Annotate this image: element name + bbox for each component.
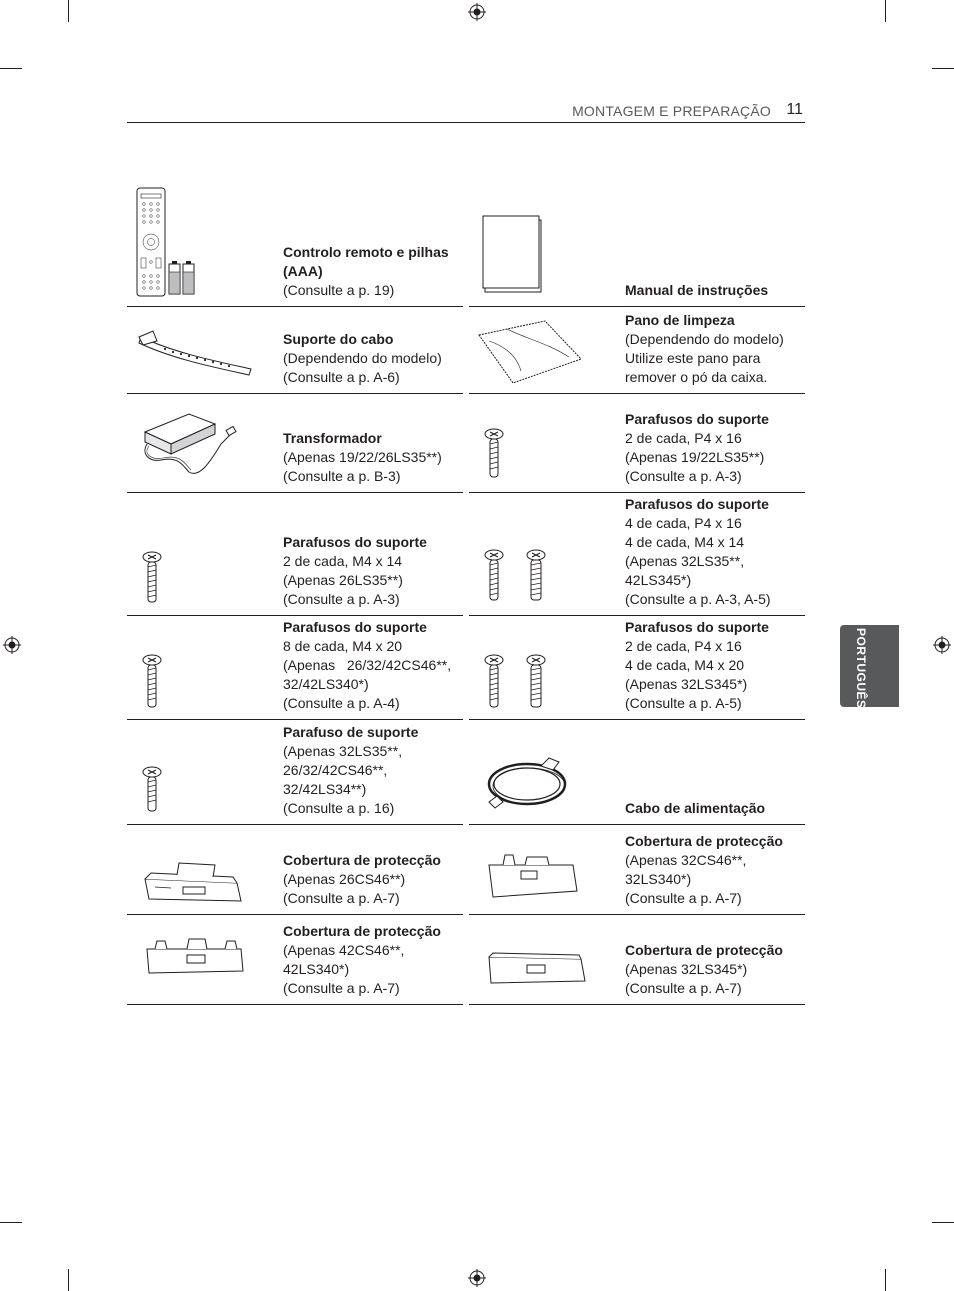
accessory-detail: (Consulte a p. 16) xyxy=(283,800,395,816)
accessory-detail: (Consulte a p. A-3, A-5) xyxy=(625,591,771,607)
accessory-item xyxy=(469,180,805,307)
cable-holder-icon xyxy=(127,307,277,393)
accessory-detail: (Apenas 42CS46**, xyxy=(283,942,405,958)
accessory-name: Parafusos do suporte xyxy=(283,619,427,635)
accessory-detail: (Apenas 26CS46**) xyxy=(283,871,406,887)
ac-adapter-icon xyxy=(127,394,277,492)
two-screws-icon xyxy=(469,493,619,615)
accessory-description xyxy=(283,723,463,818)
accessory-detail: 8 de cada, M4 x 20 xyxy=(283,638,403,654)
crop-mark xyxy=(0,1222,22,1223)
accessory-detail: (Apenas 32LS35**, xyxy=(625,553,745,569)
accessory-detail: (Consulte a p. A-7) xyxy=(625,980,742,996)
accessory-description xyxy=(283,922,463,998)
crop-mark xyxy=(885,1269,886,1291)
accessory-item xyxy=(127,915,463,1005)
accessory-detail: (Consulte a p. A-3) xyxy=(283,591,400,607)
screw-icon xyxy=(127,720,277,824)
accessory-detail: (Consulte a p. A-3) xyxy=(625,468,742,484)
accessory-item xyxy=(469,720,805,825)
accessory-detail: (Consulte a p. B-3) xyxy=(283,468,401,484)
accessory-item xyxy=(469,493,805,616)
accessory-item xyxy=(127,493,463,616)
cleaning-cloth-icon xyxy=(469,307,619,393)
accessory-detail: (Apenas 32LS345*) xyxy=(625,961,748,977)
language-tab-label: PORTUGUÊS xyxy=(854,628,868,709)
two-screws-icon xyxy=(469,616,619,719)
accessory-description xyxy=(625,311,805,387)
accessory-detail: (Apenas 26LS35**) xyxy=(283,572,403,588)
page-header xyxy=(127,100,805,123)
accessory-description xyxy=(625,281,805,300)
accessory-detail: Utilize este pano para xyxy=(625,350,761,366)
accessory-description xyxy=(625,832,805,908)
accessory-detail: 2 de cada, M4 x 14 xyxy=(283,553,403,569)
accessory-item xyxy=(127,825,463,915)
accessory-description xyxy=(283,429,463,486)
accessory-item xyxy=(127,394,463,493)
accessory-detail: (Consulte a p. A-7) xyxy=(625,890,742,906)
accessory-detail: (Apenas 19/22/26LS35**) xyxy=(283,449,442,465)
accessory-name: Parafuso de suporte xyxy=(283,724,419,740)
crop-mark xyxy=(932,1222,954,1223)
registration-mark-icon xyxy=(3,636,21,654)
accessory-name: Cobertura de protecção xyxy=(283,923,441,939)
accessory-detail: 4 de cada, P4 x 16 xyxy=(625,515,742,531)
screw-icon xyxy=(469,394,619,492)
accessory-detail: 32/42LS34**) xyxy=(283,781,367,797)
accessory-name: Pano de limpeza xyxy=(625,312,735,328)
accessory-name: Parafusos do suporte xyxy=(283,534,427,550)
accessory-name: Transformador xyxy=(283,430,382,446)
registration-mark-icon xyxy=(933,636,951,654)
accessory-detail: remover o pó da caixa. xyxy=(625,369,768,385)
accessory-item xyxy=(469,307,805,394)
accessory-item xyxy=(127,180,463,307)
accessory-detail: (Consulte a p. A-7) xyxy=(283,890,400,906)
accessory-description xyxy=(283,243,463,300)
protection-cover-wide-icon xyxy=(127,915,277,1004)
accessory-detail: 26/32/42CS46**, xyxy=(283,762,388,778)
accessory-detail: (Apenas 32LS345*) xyxy=(625,676,748,692)
accessory-description xyxy=(625,941,805,998)
accessory-detail: (Dependendo do modelo) xyxy=(625,331,784,347)
accessory-name: Cobertura de protecção xyxy=(283,852,441,868)
registration-mark-icon xyxy=(468,3,486,21)
accessory-description xyxy=(283,851,463,908)
accessory-item xyxy=(127,616,463,720)
accessory-name: Controlo remoto e pilhas (AAA) xyxy=(283,244,449,279)
accessory-detail: 4 de cada, M4 x 20 xyxy=(625,657,745,673)
crop-mark xyxy=(932,68,954,69)
crop-mark xyxy=(885,0,886,22)
accessory-name: Parafusos do suporte xyxy=(625,411,769,427)
crop-mark xyxy=(0,68,22,69)
power-cord-icon xyxy=(469,720,619,824)
accessory-item xyxy=(469,915,805,1005)
accessory-detail: 42LS345*) xyxy=(625,572,692,588)
accessory-detail: (Apenas 32CS46**, xyxy=(625,852,747,868)
accessory-detail: (Consulte a p. A-5) xyxy=(625,695,742,711)
accessory-name: Cobertura de protecção xyxy=(625,942,783,958)
language-tab xyxy=(840,625,899,707)
registration-mark-icon xyxy=(468,1269,486,1287)
accessory-item xyxy=(469,825,805,915)
screw-long-icon xyxy=(127,616,277,719)
accessory-detail: (Apenas 32LS35**, xyxy=(283,743,403,759)
accessory-detail: (Apenas 19/22LS35**) xyxy=(625,449,765,465)
accessory-name: Cobertura de protecção xyxy=(625,833,783,849)
accessory-description xyxy=(625,410,805,486)
accessory-description xyxy=(625,799,805,818)
accessory-item xyxy=(469,394,805,493)
crop-mark xyxy=(68,1269,69,1291)
page-number: 11 xyxy=(786,101,803,118)
manual-icon xyxy=(469,180,619,306)
accessory-name: Cabo de alimentação xyxy=(625,800,766,816)
accessory-item xyxy=(127,307,463,394)
accessory-name: Parafusos do suporte xyxy=(625,619,769,635)
accessory-detail: 42LS340*) xyxy=(283,961,350,977)
accessory-detail: 4 de cada, M4 x 14 xyxy=(625,534,745,550)
accessory-detail: (Consulte a p. A-6) xyxy=(283,369,400,385)
crop-mark xyxy=(68,0,69,22)
accessory-detail: (Consulte a p. 19) xyxy=(283,282,395,298)
accessory-name: Manual de instruções xyxy=(625,282,769,298)
accessory-item xyxy=(127,720,463,825)
accessory-detail: (Apenas 26/32/42CS46**, xyxy=(283,657,452,673)
accessory-detail: (Dependendo do modelo) xyxy=(283,350,442,366)
accessory-name: Suporte do cabo xyxy=(283,331,394,347)
accessory-detail: (Consulte a p. A-7) xyxy=(283,980,400,996)
section-title: MONTAGEM E PREPARAÇÃO xyxy=(572,103,771,119)
accessory-detail: 2 de cada, P4 x 16 xyxy=(625,430,742,446)
accessory-description xyxy=(283,533,463,609)
screw-icon xyxy=(127,493,277,615)
accessory-description xyxy=(625,495,805,609)
remote-and-batteries-icon xyxy=(127,180,277,306)
accessory-detail: (Consulte a p. A-4) xyxy=(283,695,400,711)
accessory-name: Parafusos do suporte xyxy=(625,496,769,512)
accessory-detail: 32/42LS340*) xyxy=(283,676,369,692)
protection-cover-icon xyxy=(127,825,277,914)
accessory-item xyxy=(469,616,805,720)
protection-cover-icon xyxy=(469,825,619,914)
accessory-description xyxy=(283,618,463,713)
accessory-detail: 2 de cada, P4 x 16 xyxy=(625,638,742,654)
accessory-detail: 32LS340*) xyxy=(625,871,692,887)
accessory-description xyxy=(625,618,805,713)
accessory-description xyxy=(283,330,463,387)
protection-cover-flat-icon xyxy=(469,915,619,1004)
